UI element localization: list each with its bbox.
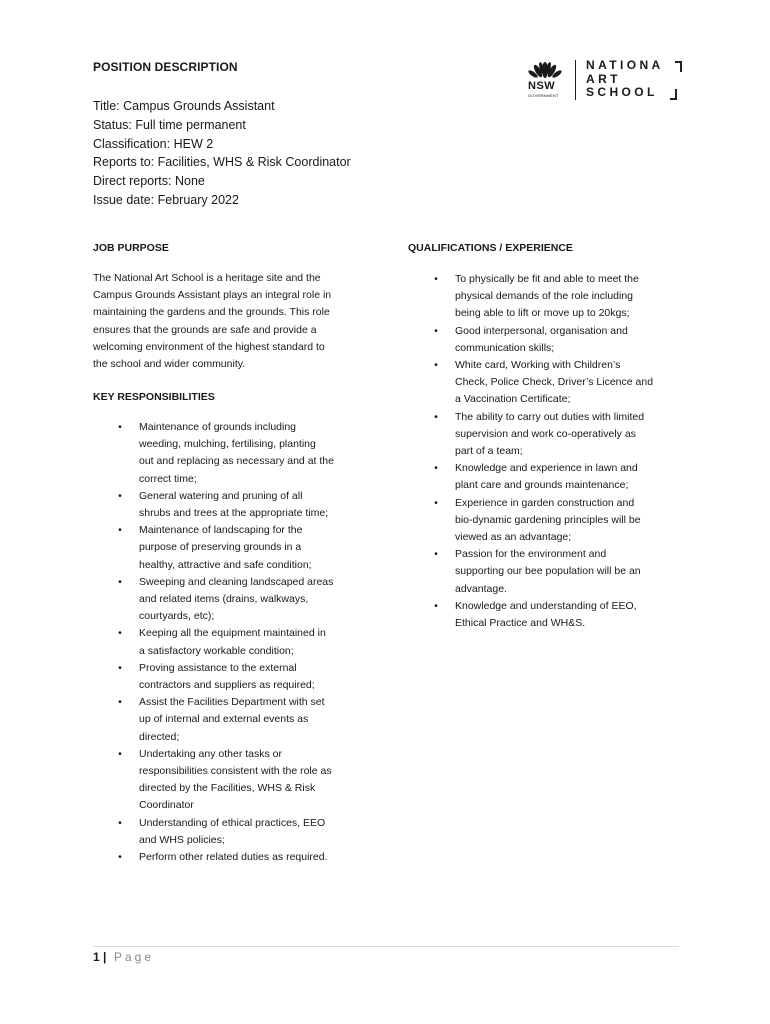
- bullet-icon: •: [118, 696, 122, 709]
- qualification-item: [431, 495, 681, 547]
- page-number: 1: [93, 950, 100, 964]
- qualification-item: [431, 460, 681, 494]
- responsibility-item: [115, 746, 375, 815]
- responsibility-item-line: Maintenance of grounds including: [139, 421, 297, 433]
- responsibility-item: [115, 419, 375, 488]
- responsibility-item: [115, 815, 375, 849]
- qualification-item-line: physical demands of the role including: [455, 290, 634, 303]
- qualification-item-line: Passion for the environment and: [455, 548, 607, 561]
- responsibility-item-line: Proving assistance to the external: [139, 661, 297, 674]
- meta-issue-date: Issue date: February 2022: [93, 192, 239, 207]
- qualification-item-line: a Vaccination Certificate;: [455, 393, 571, 406]
- bullet-icon: •: [118, 747, 122, 760]
- bullet-icon: •: [434, 359, 438, 372]
- bullet-icon: •: [434, 548, 438, 561]
- qualification-item-line: Check, Police Check, Driver’s Licence and: [455, 376, 654, 389]
- qualifications-list: [431, 271, 681, 632]
- job-purpose-line: the school and wider community.: [93, 358, 246, 371]
- qualification-item-line: plant care and grounds maintenance;: [455, 479, 629, 492]
- key-responsibilities-list: [115, 419, 375, 866]
- responsibility-item: [115, 488, 375, 522]
- bullet-icon: •: [434, 462, 438, 475]
- qualification-item: [431, 546, 681, 598]
- qualification-item: [431, 357, 681, 409]
- qualification-item-line: communication skills;: [455, 341, 555, 354]
- responsibility-item-line: and related items (drains, walkways,: [139, 593, 309, 606]
- qualification-item: [431, 598, 681, 632]
- qualification-item-line: Ethical Practice and WH&S.: [455, 617, 586, 630]
- bullet-icon: •: [118, 421, 122, 433]
- qualification-item-line: part of a team;: [455, 445, 523, 458]
- nas-bracket-top-icon: [675, 61, 682, 72]
- responsibility-item-line: directed by the Facilities, WHS & Risk: [139, 782, 316, 795]
- responsibility-item-line: Undertaking any other tasks or: [139, 747, 282, 760]
- qualification-item-line: supervision and work co-operatively as: [455, 427, 636, 440]
- responsibility-item: [115, 849, 375, 866]
- bullet-icon: •: [434, 324, 438, 337]
- page-separator: |: [103, 950, 107, 964]
- document-heading: POSITION DESCRIPTION: [93, 60, 238, 74]
- bullet-icon: •: [118, 489, 122, 502]
- job-purpose-line: The National Art School is a heritage site and the: [93, 272, 321, 284]
- responsibility-item: [115, 625, 375, 659]
- responsibility-item-line: Keeping all the equipment maintained in: [139, 627, 326, 640]
- qualification-item: [431, 323, 681, 357]
- footer-rule: [93, 946, 679, 947]
- nas-bracket-bottom-icon: [670, 89, 677, 100]
- nas-line-1: NATIONA: [586, 58, 664, 72]
- bullet-icon: •: [434, 410, 438, 423]
- responsibility-item-line: Assist the Facilities Department with set: [139, 696, 325, 709]
- responsibility-item-line: healthy, attractive and safe condition;: [139, 558, 312, 571]
- bullet-icon: •: [434, 496, 438, 509]
- job-purpose-line: ensures that the grounds are safe and provide a: [93, 323, 317, 336]
- meta-direct-reports: Direct reports: None: [93, 174, 205, 189]
- nas-line-2: ART: [586, 71, 621, 86]
- bullet-icon: •: [118, 627, 122, 640]
- responsibility-item-line: shrubs and trees at the appropriate time;: [139, 507, 329, 520]
- national-art-school-wordmark: [586, 59, 664, 100]
- qualifications-heading: QUALIFICATIONS / EXPERIENCE: [408, 242, 573, 254]
- meta-title: Title: Campus Grounds Assistant: [93, 99, 275, 113]
- responsibility-item-line: a satisfactory workable condition;: [139, 644, 294, 657]
- job-purpose-text: [93, 270, 331, 373]
- qualification-item-line: supporting our bee population will be an: [455, 565, 641, 578]
- bullet-icon: •: [118, 661, 122, 674]
- responsibility-item-line: Understanding of ethical practices, EEO: [139, 816, 326, 829]
- job-purpose-line: maintaining the gardens and the grounds. This role: [93, 306, 330, 319]
- job-purpose-line: welcoming environment of the highest standard to: [93, 340, 325, 353]
- page-label: Page: [114, 950, 155, 964]
- responsibility-item-line: purpose of preserving grounds in a: [139, 541, 302, 554]
- position-meta: [93, 97, 351, 210]
- bullet-icon: •: [118, 575, 122, 588]
- meta-reports-to: Reports to: Facilities, WHS & Risk Coordinator: [93, 155, 351, 170]
- responsibility-item-line: out and replacing as necessary and at the: [139, 455, 334, 468]
- responsibility-item-line: contractors and suppliers as required;: [139, 679, 315, 692]
- bullet-icon: •: [118, 524, 122, 537]
- responsibility-item-line: directed;: [139, 730, 180, 743]
- logo-divider: [575, 60, 576, 100]
- qualification-item-line: Good interpersonal, organisation and: [455, 324, 628, 337]
- responsibility-item: [115, 522, 375, 574]
- responsibility-item-line: correct time;: [139, 472, 197, 485]
- header-logos: [524, 58, 684, 104]
- bullet-icon: •: [118, 816, 122, 829]
- responsibility-item-line: Coordinator: [139, 799, 194, 812]
- key-responsibilities-heading: KEY RESPONSIBILITIES: [93, 391, 215, 403]
- qualification-item-line: Experience in garden construction and: [455, 496, 635, 509]
- qualification-item: [431, 271, 681, 323]
- responsibility-item-line: Perform other related duties as required.: [139, 851, 328, 864]
- qualification-item: [431, 409, 681, 461]
- meta-classification: Classification: HEW 2: [93, 136, 214, 151]
- responsibility-item-line: responsibilities consistent with the role as: [139, 765, 332, 778]
- responsibility-item-line: Maintenance of landscaping for the: [139, 524, 303, 537]
- responsibility-item-line: Sweeping and cleaning landscaped areas: [139, 575, 334, 588]
- responsibility-item-line: up of internal and external events as: [139, 713, 309, 726]
- job-purpose-heading: JOB PURPOSE: [93, 242, 169, 254]
- responsibility-item: [115, 660, 375, 694]
- qualification-item-line: White card, Working with Children’s: [455, 359, 621, 372]
- qualification-item-line: To physically be fit and able to meet the: [455, 273, 639, 285]
- qualification-item-line: advantage.: [455, 582, 507, 595]
- responsibility-item-line: and WHS policies;: [139, 833, 225, 846]
- responsibility-item-line: courtyards, etc);: [139, 610, 215, 623]
- bullet-icon: •: [434, 599, 438, 612]
- responsibility-item: [115, 694, 375, 746]
- bullet-icon: •: [118, 851, 122, 864]
- qualification-item-line: Knowledge and understanding of EEO,: [455, 599, 637, 612]
- bullet-icon: •: [434, 273, 438, 285]
- qualification-item-line: being able to lift or move up to 20kgs;: [455, 307, 630, 320]
- qualification-item-line: viewed as an advantage;: [455, 531, 572, 544]
- nsw-government-label: GOVERNMENT: [528, 93, 559, 98]
- responsibility-item: [115, 574, 375, 626]
- meta-status: Status: Full time permanent: [93, 117, 246, 132]
- nas-line-3: SCHOOL: [586, 85, 658, 99]
- nsw-wordmark: NSW: [528, 80, 556, 92]
- qualification-item-line: The ability to carry out duties with limited: [455, 410, 645, 423]
- responsibility-item-line: weeding, mulching, fertilising, planting: [139, 438, 316, 451]
- qualification-item-line: Knowledge and experience in lawn and: [455, 462, 638, 475]
- qualification-item-line: bio-dynamic gardening principles will be: [455, 513, 641, 526]
- responsibility-item-line: General watering and pruning of all: [139, 489, 303, 502]
- job-purpose-line: Campus Grounds Assistant plays an integral role in: [93, 289, 332, 302]
